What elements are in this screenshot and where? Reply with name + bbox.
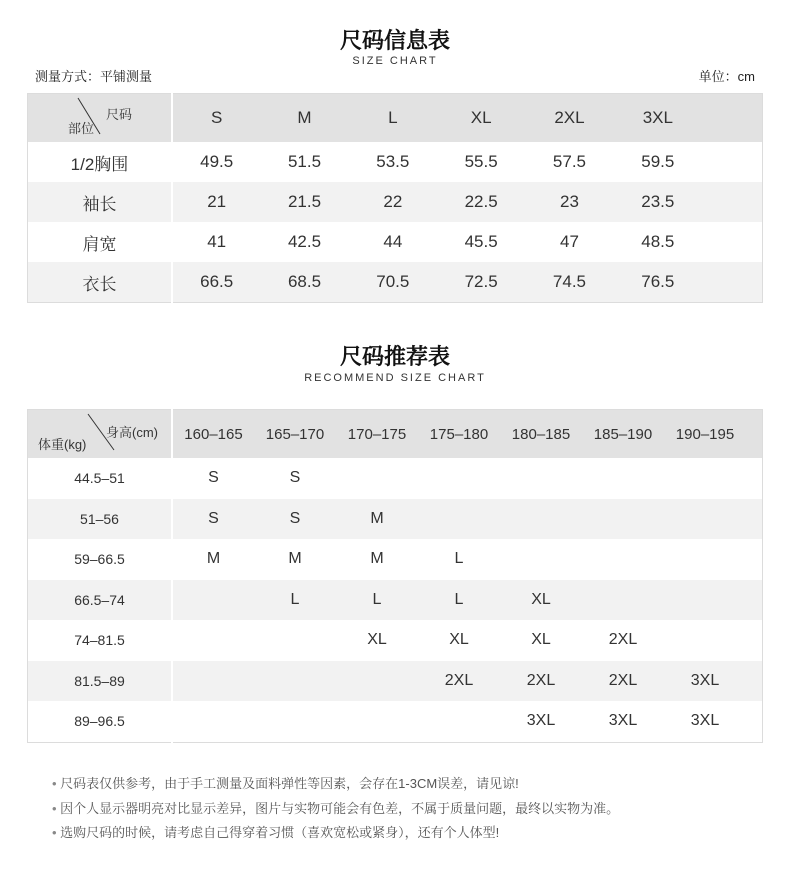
- table-cell: 45.5: [464, 232, 498, 251]
- table-cell: 48.5: [641, 232, 675, 251]
- table-cell: 66.5: [172, 262, 260, 303]
- size-col-header: 3XL: [614, 94, 702, 143]
- table-cell: 53.5: [376, 152, 410, 171]
- table-cell: 42.5: [287, 232, 322, 251]
- size-col-header: 2XL: [525, 94, 613, 143]
- table-cell: [582, 580, 664, 621]
- row-label: 89–96.5: [28, 701, 173, 742]
- height-col-header: 185–190: [582, 410, 664, 459]
- table-cell: 2XL: [582, 661, 664, 702]
- table-row: [28, 539, 763, 580]
- size-corner-cell: [28, 94, 173, 143]
- size-col-header: XL: [437, 94, 525, 143]
- table-row: [28, 142, 763, 182]
- table-cell: [664, 620, 746, 661]
- table-cell: 51.5: [287, 152, 322, 171]
- recommend-header-row: [28, 410, 763, 459]
- table-cell: 70.5: [349, 262, 437, 303]
- size-chart-title: 尺码信息表: [339, 28, 450, 53]
- size-chart-subtitle: SIZE CHART: [352, 55, 438, 67]
- table-cell: [254, 620, 336, 661]
- table-cell: [664, 539, 746, 580]
- table-cell: 47: [560, 232, 579, 251]
- table-cell: [172, 580, 254, 621]
- table-cell: 3XL: [526, 712, 556, 730]
- spacer-cell: [702, 262, 763, 303]
- table-row: [28, 262, 763, 303]
- table-cell: 44: [383, 232, 403, 251]
- row-label: 51–56: [28, 499, 173, 540]
- table-row: [28, 458, 763, 499]
- table-cell: XL: [500, 580, 582, 621]
- table-cell: [664, 499, 746, 540]
- table-cell: M: [370, 550, 384, 568]
- table-cell: M: [206, 550, 221, 568]
- table-cell: [172, 620, 254, 661]
- table-cell: [336, 458, 418, 499]
- spacer-cell: [702, 142, 763, 182]
- row-label: 衣长: [28, 262, 173, 303]
- table-cell: [582, 499, 664, 540]
- table-cell: XL: [531, 631, 551, 649]
- table-cell: L: [254, 580, 336, 621]
- table-cell: 2XL: [500, 661, 582, 702]
- table-cell: 3XL: [690, 712, 720, 730]
- row-label: 66.5–74: [28, 580, 173, 621]
- table-cell: [582, 539, 664, 580]
- table-cell: [418, 701, 500, 742]
- table-cell: [418, 499, 500, 540]
- table-cell: [500, 539, 582, 580]
- table-cell: 49.5: [200, 152, 234, 171]
- spacer-cell: [746, 539, 763, 580]
- table-cell: L: [336, 580, 418, 621]
- row-label: 59–66.5: [28, 539, 173, 580]
- recommend-corner-cell: [28, 410, 173, 459]
- diagonal-divider: [28, 94, 171, 142]
- size-header-row: [28, 94, 763, 143]
- measure-method: 测量方式：平铺测量: [35, 69, 153, 84]
- table-cell: 59.5: [641, 152, 675, 171]
- table-row: [28, 580, 763, 621]
- table-cell: 2XL: [418, 661, 500, 702]
- table-cell: [664, 458, 746, 499]
- table-cell: 57.5: [552, 152, 587, 171]
- size-col-header: M: [260, 94, 348, 143]
- recommend-chart-subtitle: RECOMMEND SIZE CHART: [304, 372, 486, 384]
- table-cell: L: [418, 580, 500, 621]
- spacer-cell: [702, 182, 763, 222]
- table-cell: L: [454, 550, 464, 568]
- table-cell: [500, 499, 582, 540]
- spacer-cell: [702, 94, 763, 143]
- row-label: 74–81.5: [28, 620, 173, 661]
- table-cell: [172, 661, 254, 702]
- table-cell: S: [289, 469, 301, 487]
- table-cell: 3XL: [664, 661, 746, 702]
- table-cell: M: [336, 499, 418, 540]
- table-row: [28, 182, 763, 222]
- row-label: 81.5–89: [28, 661, 173, 702]
- table-row: [28, 701, 763, 742]
- spacer-cell: [746, 661, 763, 702]
- row-label: 1/2胸围: [28, 142, 173, 182]
- corner-weight-label: 体重(kg): [38, 437, 87, 452]
- table-cell: 74.5: [525, 262, 613, 303]
- recommend-chart-title: 尺码推荐表: [339, 344, 450, 369]
- table-cell: [254, 661, 336, 702]
- row-label: 肩宽: [28, 222, 173, 262]
- table-cell: XL: [449, 631, 469, 649]
- row-label: 袖长: [28, 182, 173, 222]
- notes-list: [52, 772, 619, 846]
- table-cell: XL: [367, 631, 387, 649]
- spacer-cell: [746, 499, 763, 540]
- size-info-table: [27, 93, 763, 303]
- table-row: [28, 661, 763, 702]
- table-cell: 3XL: [608, 712, 638, 730]
- table-cell: 21.5: [260, 182, 348, 222]
- table-cell: [336, 661, 418, 702]
- table-cell: [664, 580, 746, 621]
- note-item: • 因个人显示器明亮对比显示差异，图片与实物可能会有色差，不属于质量问题，最终以实物为准。: [52, 797, 619, 822]
- spacer-cell: [746, 580, 763, 621]
- height-col-header: 190–195: [664, 410, 746, 459]
- table-cell: M: [288, 550, 302, 568]
- table-cell: 23: [525, 182, 613, 222]
- corner-height-label: 身高(cm): [106, 425, 158, 440]
- height-col-header: 165–170: [254, 410, 336, 459]
- spacer-cell: [702, 222, 763, 262]
- corner-part-label: 部位: [68, 121, 95, 136]
- table-cell: [336, 701, 418, 742]
- table-cell: 41: [207, 232, 227, 251]
- table-cell: 68.5: [260, 262, 348, 303]
- table-cell: 22.5: [437, 182, 525, 222]
- table-cell: [172, 701, 254, 742]
- spacer-cell: [746, 620, 763, 661]
- table-cell: 76.5: [614, 262, 702, 303]
- table-cell: S: [208, 469, 219, 487]
- table-cell: 2XL: [608, 631, 638, 649]
- height-col-header: 180–185: [500, 410, 582, 459]
- row-label: 44.5–51: [28, 458, 173, 499]
- table-cell: [254, 701, 336, 742]
- size-col-header: S: [172, 94, 260, 143]
- table-cell: 55.5: [464, 152, 498, 171]
- spacer-cell: [746, 410, 763, 459]
- height-col-header: 170–175: [336, 410, 418, 459]
- recommend-table: [27, 409, 763, 743]
- size-col-header: L: [349, 94, 437, 143]
- table-row: [28, 620, 763, 661]
- note-item: • 选购尺码的时候，请考虑自己得穿着习惯（喜欢宽松或紧身），还有个人体型!: [52, 821, 619, 846]
- table-row: [28, 222, 763, 262]
- height-col-header: 160–165: [172, 410, 254, 459]
- table-cell: [582, 458, 664, 499]
- table-cell: 22: [349, 182, 437, 222]
- table-cell: [418, 458, 500, 499]
- table-cell: 72.5: [437, 262, 525, 303]
- unit-label: 单位：cm: [698, 69, 755, 84]
- spacer-cell: [746, 458, 763, 499]
- table-row: [28, 499, 763, 540]
- spacer-cell: [746, 701, 763, 742]
- table-cell: 21: [172, 182, 260, 222]
- table-cell: S: [172, 499, 254, 540]
- table-cell: 23.5: [614, 182, 702, 222]
- table-cell: [500, 458, 582, 499]
- table-cell: S: [254, 499, 336, 540]
- height-col-header: 175–180: [418, 410, 500, 459]
- note-item: • 尺码表仅供参考，由于手工测量及面料弹性等因素，会存在1-3CM误差，请见谅!: [52, 772, 619, 797]
- corner-size-label: 尺码: [106, 107, 133, 122]
